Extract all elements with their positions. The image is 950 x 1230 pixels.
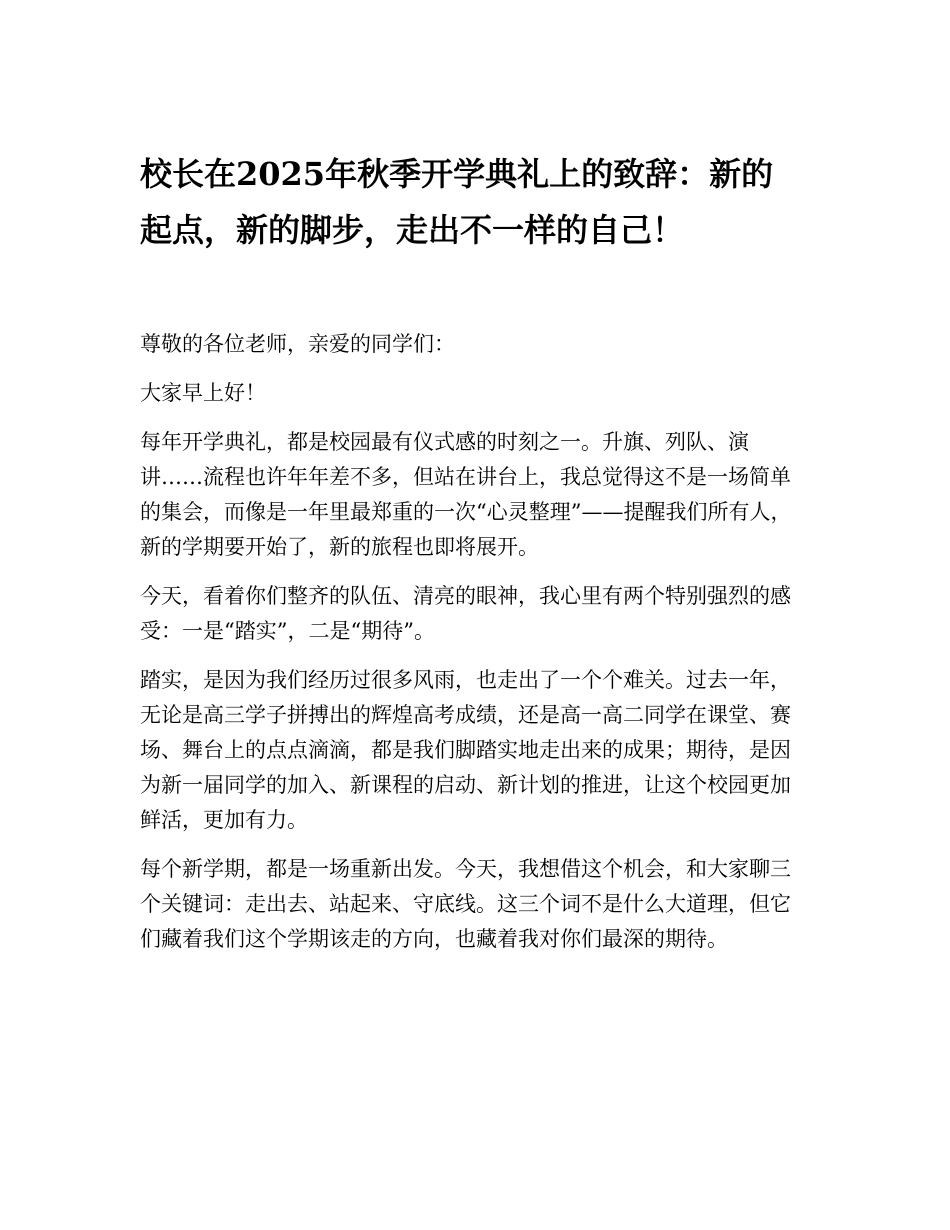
- body-paragraph: 踏实，是因为我们经历过很多风雨，也走出了一个个难关。过去一年，无论是高三学子拼搏出的辉煌高考成绩，还是高一高二同学在课堂、赛场、舞台上的点点滴滴，都是我们脚踏实地走出来的成果；期待，是因为新一届同学的加入、新课程的启动、新计划的推进，让这个校园更加鲜活，更加有力。: [140, 668, 791, 832]
- salutation-paragraph: 尊敬的各位老师，亲爱的同学们：: [140, 332, 455, 356]
- body-paragraph: 今天，看着你们整齐的队伍、清亮的眼神，我心里有两个特别强烈的感受：一是“踏实”，二是“期待”。: [140, 584, 791, 643]
- body-paragraph: 每年开学典礼，都是校园最有仪式感的时刻之一。升旗、列队、演讲……流程也许年年差不多，但站在讲台上，我总觉得这不是一场简单的集会，而像是一年里最郑重的一次“心灵整理”——提醒我们所有人，新的学期要开始了，新的旅程也即将展开。: [140, 430, 792, 559]
- body-paragraph: 每个新学期，都是一场重新出发。今天，我想借这个机会，和大家聊三个关键词：走出去、站起来、守底线。这三个词不是什么大道理，但它们藏着我们这个学期该走的方向，也藏着我对你们最深的期待。: [140, 857, 791, 951]
- document-body: [140, 327, 800, 971]
- document-title: 校长在2025年秋季开学典礼上的致辞：新的起点，新的脚步，走出不一样的自己！: [140, 155, 774, 249]
- greeting-paragraph: 大家早上好！: [140, 381, 266, 405]
